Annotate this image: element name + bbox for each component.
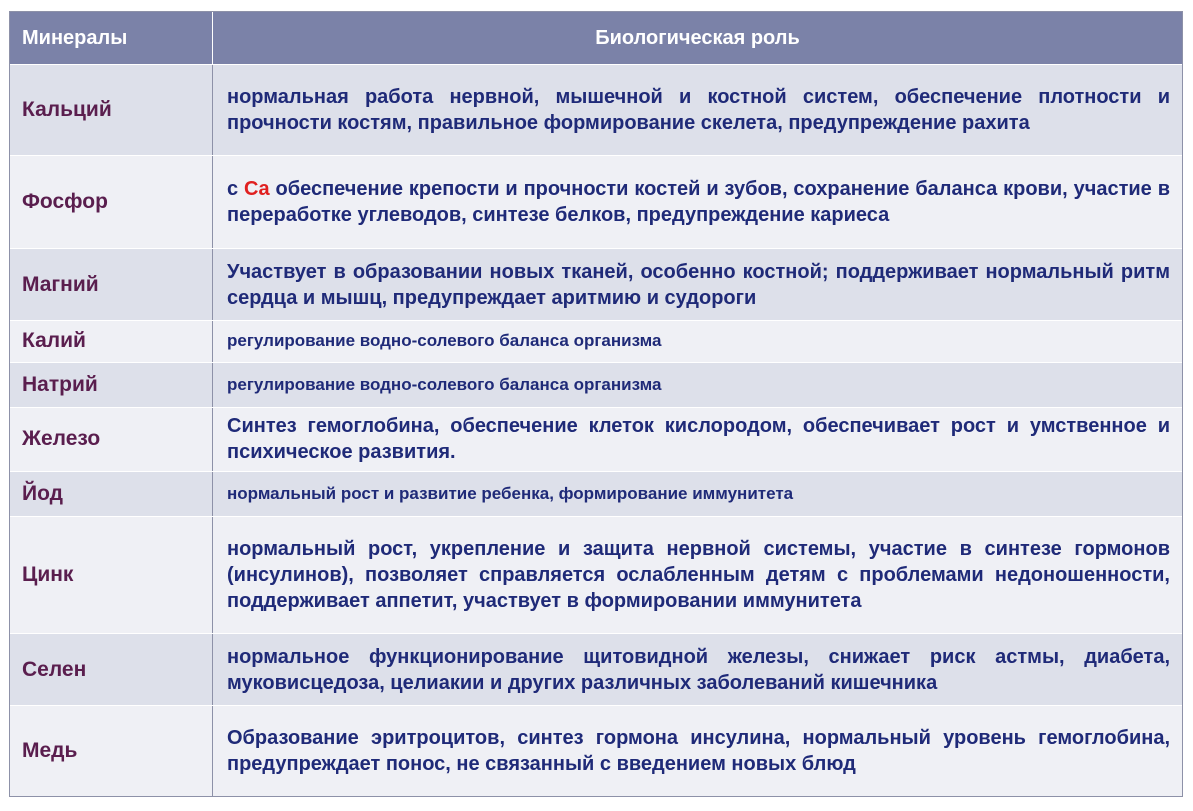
header-biological-role: Биологическая роль xyxy=(213,12,1183,65)
mineral-role: Синтез гемоглобина, обеспечение клеток кислородом, обеспечивает рост и умственное и психическое развития. xyxy=(213,407,1183,471)
mineral-role: Участвует в образовании новых тканей, особенно костной; поддерживает нормальный ритм сердца и мышц, предупреждает аритмию и судороги xyxy=(213,249,1183,320)
table-row xyxy=(10,65,1183,156)
table-row xyxy=(10,362,1183,407)
mineral-name: Натрий xyxy=(10,362,213,407)
mineral-role: нормальный рост и развитие ребенка, формирование иммунитета xyxy=(213,472,1183,517)
role-prefix: с xyxy=(227,178,245,201)
table-row xyxy=(10,156,1183,249)
table-header-row xyxy=(10,12,1183,65)
mineral-name: Селен xyxy=(10,634,213,705)
mineral-role: регулирование водно-солевого баланса организма xyxy=(213,362,1183,407)
calcium-highlight: Ca xyxy=(244,178,270,201)
mineral-name: Железо xyxy=(10,407,213,471)
mineral-role xyxy=(213,156,1183,249)
table-row xyxy=(10,320,1183,362)
table-row xyxy=(10,472,1183,517)
minerals-table xyxy=(9,11,1183,797)
mineral-name: Медь xyxy=(10,705,213,796)
mineral-role: регулирование водно-солевого баланса организма xyxy=(213,320,1183,362)
mineral-name: Кальций xyxy=(10,65,213,156)
mineral-role: нормальный рост, укрепление и защита нервной системы, участие в синтезе гормонов (инсулинов), позволяет справляется ослабленным детям с проблемами недоношенности, поддерживает аппетит, участвует в формировании иммунитета xyxy=(213,517,1183,634)
header-minerals: Минералы xyxy=(10,12,213,65)
table-row xyxy=(10,407,1183,471)
mineral-name: Йод xyxy=(10,472,213,517)
mineral-name: Магний xyxy=(10,249,213,320)
table-row xyxy=(10,634,1183,705)
table-row xyxy=(10,705,1183,796)
table-row xyxy=(10,517,1183,634)
mineral-name: Фосфор xyxy=(10,156,213,249)
mineral-role: нормальное функционирование щитовидной железы, снижает риск астмы, диабета, муковисцедоза, целиакии и других различных заболеваний кишечника xyxy=(213,634,1183,705)
mineral-name: Цинк xyxy=(10,517,213,634)
table-row xyxy=(10,249,1183,320)
role-text: обеспечение крепости и прочности костей и зубов, сохранение баланса крови, участие в переработке углеводов, синтезе белков, предупреждение кариеса xyxy=(227,178,1170,227)
mineral-role: нормальная работа нервной, мышечной и костной систем, обеспечение плотности и прочности костям, правильное формирование скелета, предупреждение рахита xyxy=(213,65,1183,156)
mineral-role: Образование эритроцитов, синтез гормона инсулина, нормальный уровень гемоглобина, предупреждает понос, не связанный с введением новых блюд xyxy=(213,705,1183,796)
mineral-name: Калий xyxy=(10,320,213,362)
